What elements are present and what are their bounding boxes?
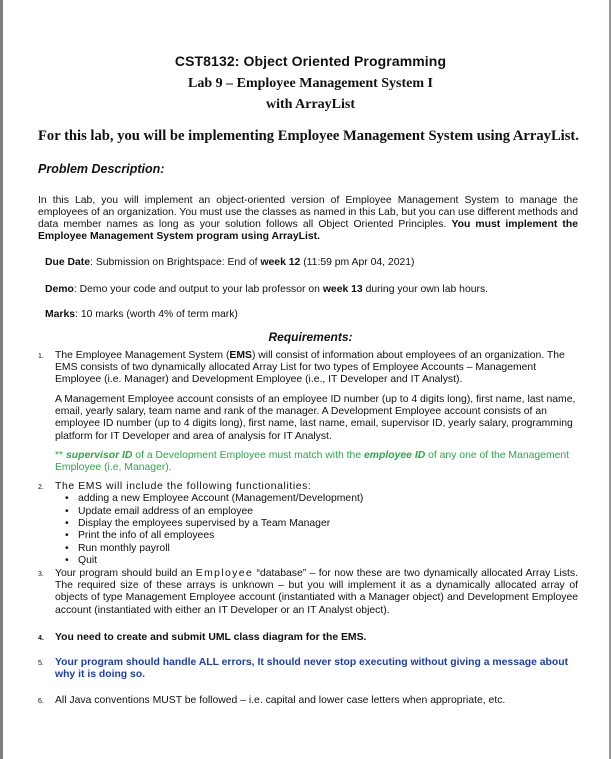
supervisor-id-emphasis: supervisor ID — [65, 450, 133, 461]
requirement-5-text: Your program should handle ALL errors, It should never stop executing without giving a message about why it is doing so. — [55, 657, 569, 681]
marks-text: : 10 marks (worth 4% of term mark) — [75, 309, 238, 320]
text-part: The Employee Management System ( — [55, 350, 230, 361]
text-part: of any one of the Management Employee (i.e, Manager). — [55, 450, 570, 474]
list-item: • Run monthly payroll — [78, 543, 170, 555]
demo-week: week 13 — [322, 284, 363, 295]
employee-word: Employee — [195, 568, 254, 579]
list-item: • Display the employees supervised by a Team Manager — [78, 518, 330, 530]
page-left-edge — [0, 0, 3, 759]
ems-bold: EMS — [229, 350, 252, 361]
list-item: • Update email address of an employee — [78, 506, 253, 518]
requirement-3-text — [55, 568, 578, 617]
text-part: of a Development Employee must match with the — [132, 450, 364, 461]
demo-label: Demo — [45, 284, 74, 295]
item-number: 2. — [38, 484, 44, 491]
due-pre: : Submission on Brightspace: End of — [90, 257, 261, 268]
demo-info — [45, 284, 488, 295]
text-part: “database” – for now these are two dynamically allocated Array Lists. The required size of these arrays is unknown – but you will implement it as a dynamically allocated array of objects of type Management Employee account (instantiated with a Manager object) and Development Employee account (instantiated with either an IT Developer or an IT Analyst object). — [55, 568, 578, 616]
due-post: (11:59 pm Apr 04, 2021) — [300, 257, 415, 268]
lab-title: Lab 9 – Employee Management System I — [188, 76, 433, 91]
text-part: ** — [55, 450, 66, 461]
list-item: • Quit — [78, 555, 97, 567]
employee-id-emphasis: employee ID — [364, 450, 426, 461]
item-number: 3. — [38, 571, 44, 578]
demo-post: during your own lab hours. — [362, 284, 489, 295]
item-number: 6. — [38, 698, 44, 705]
problem-text: In this Lab, you will implement an object-oriented version of Employee Management System to manage the employees of an organization. You must use the classes as named in this Lab, but you can use different methods and data member names as long as your solution follows all Object Oriented Principles. — [38, 195, 578, 230]
lab-subtitle: with ArrayList — [265, 97, 356, 112]
problem-heading: Problem Description: — [38, 162, 165, 176]
requirement-6-text: All Java conventions MUST be followed – i.e. capital and lower case letters when appropriate, etc. — [55, 695, 506, 706]
problem-bold: You must implement the Employee Management System program using ArrayList. — [38, 219, 579, 242]
requirement-4-text: You need to create and submit UML class diagram for the EMS. — [55, 632, 367, 643]
marks-info — [45, 309, 238, 320]
requirement-1-note-text — [55, 450, 578, 474]
course-title: CST8132: Object Oriented Programming — [174, 53, 447, 69]
due-label: Due Date — [45, 257, 91, 268]
item-number: 5. — [38, 660, 44, 667]
item-number: 4. — [38, 635, 44, 642]
text-part: ) will consist of information about employees of an organization. The EMS consists of two dynamically allocated Array List for two types of Employee Accounts – Management Employee (i.e. Manager) and Development Employee (i.e., IT Developer and IT Analyst). — [55, 350, 565, 386]
list-item: • Print the info of all employees — [78, 530, 214, 542]
requirement-1-text — [55, 350, 578, 387]
due-date — [45, 257, 415, 268]
item-number: 1. — [38, 353, 44, 360]
problem-description — [38, 195, 578, 243]
text-part: Your program should build an — [55, 568, 196, 579]
marks-label: Marks — [45, 309, 76, 320]
due-week: week 12 — [260, 257, 301, 268]
intro-statement: For this lab, you will be implementing Employee Management System using ArrayList. — [38, 128, 579, 144]
list-item: • adding a new Employee Account (Management/Development) — [78, 493, 363, 505]
demo-pre: : Demo your code and output to your lab professor on — [73, 284, 323, 295]
requirement-1-para2: A Management Employee account consists of an employee ID number (up to 4 digits long), first name, last name, email, yearly salary, team name and rank of the manager. A Development Employee account consists of an employee ID number (up to 4 digits long), first name, last name, email, supervisor ID, yearly salary, programming platform for IT Developer and area of analysis for IT Analyst. — [55, 394, 576, 442]
requirement-2-text: The EMS will include the following functionalities: — [55, 481, 312, 492]
requirements-heading: Requirements: — [268, 330, 353, 344]
